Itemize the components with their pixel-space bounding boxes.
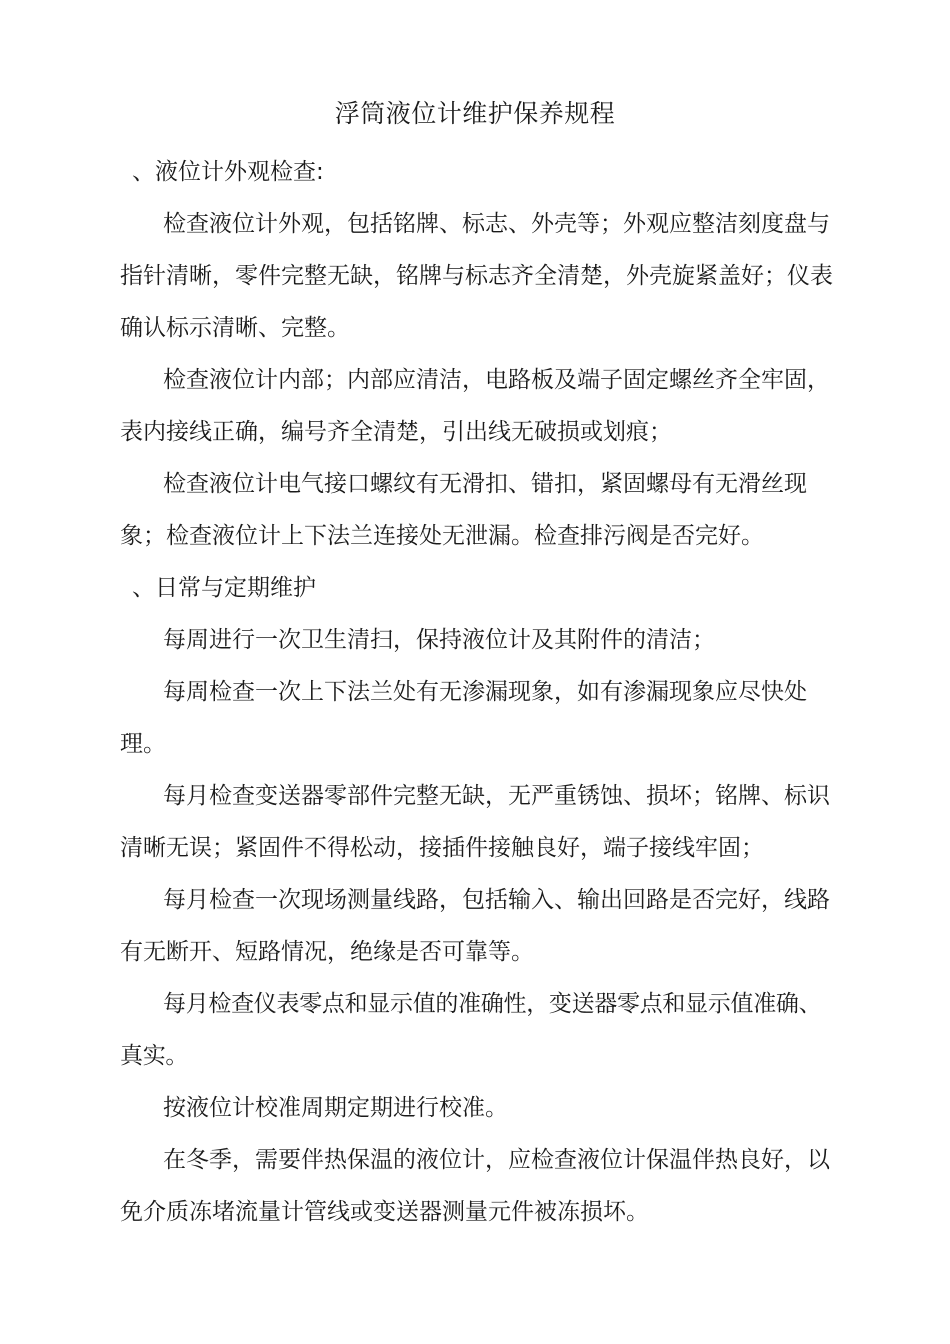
- paragraph-winter-insulation: 在冬季，需要伴热保温的液位计，应检查液位计保温伴热良好，以免介质冻堵流量计管线或变送器测量元件被冻损坏。: [120, 1147, 830, 1225]
- section-heading-appearance-check: 、液位计外观检查:: [132, 159, 324, 185]
- paragraph-monthly-parts-check: 每月检查变送器零部件完整无缺，无严重锈蚀、损坏；铭牌、标识清晰无误；紧固件不得松动，接插件接触良好，端子接线牢固；: [120, 783, 830, 861]
- paragraph-weekly-cleaning: 每周进行一次卫生清扫，保持液位计及其附件的清洁；: [163, 627, 715, 653]
- document-body: [120, 146, 838, 1238]
- paragraph-calibration: 按液位计校准周期定期进行校准。: [163, 1095, 508, 1121]
- paragraph-appearance-electrical: 检查液位计电气接口螺纹有无滑扣、错扣，紧固螺母有无滑丝现象；检查液位计上下法兰连接处无泄漏。检查排污阀是否完好。: [120, 471, 807, 549]
- paragraph-appearance-exterior: 检查液位计外观，包括铭牌、标志、外壳等；外观应整洁刻度盘与指针清晰，零件完整无缺，铭牌与标志齐全清楚，外壳旋紧盖好；仪表确认标示清晰、完整。: [120, 211, 833, 341]
- document-title: 浮筒液位计维护保养规程: [334, 99, 616, 128]
- paragraph-appearance-interior: 检查液位计内部；内部应清洁，电路板及端子固定螺丝齐全牢固，表内接线正确，编号齐全清楚，引出线无破损或划痕；: [120, 367, 830, 445]
- paragraph-monthly-wiring-check: 每月检查一次现场测量线路，包括输入、输出回路是否完好，线路有无断开、短路情况，绝缘是否可靠等。: [120, 887, 830, 965]
- paragraph-weekly-flange-check: 每周检查一次上下法兰处有无渗漏现象，如有渗漏现象应尽快处理。: [120, 679, 807, 757]
- section-heading-maintenance: 、日常与定期维护: [132, 575, 316, 601]
- paragraph-monthly-zero-check: 每月检查仪表零点和显示值的准确性，变送器零点和显示值准确、真实。: [120, 991, 822, 1069]
